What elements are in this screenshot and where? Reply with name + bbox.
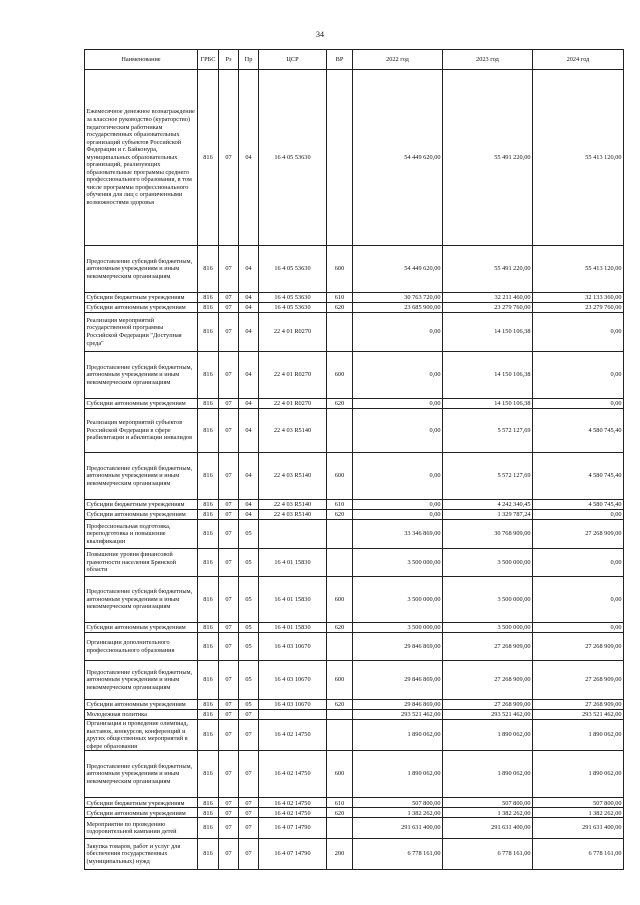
cell-rz: 07 [219, 839, 239, 870]
cell-y2023: 291 631 400,00 [443, 818, 533, 839]
cell-rz: 07 [219, 399, 239, 409]
cell-grbs: 816 [198, 633, 219, 661]
cell-csr: 16 4 03 10670 [259, 700, 327, 710]
cell-csr: 16 4 03 10670 [259, 661, 327, 700]
cell-grbs: 816 [198, 313, 219, 352]
cell-y2022: 1 382 262,00 [353, 808, 443, 818]
cell-rz: 07 [219, 549, 239, 577]
cell-name: Субсидии бюджетным учреждениям [85, 798, 198, 808]
cell-rz: 07 [219, 577, 239, 623]
cell-grbs: 816 [198, 510, 219, 520]
cell-y2022: 29 846 869,00 [353, 633, 443, 661]
cell-name: Субсидии бюджетным учреждениям [85, 293, 198, 303]
cell-csr: 16 4 02 14750 [259, 808, 327, 818]
cell-y2024: 4 580 745,40 [533, 409, 624, 453]
table-row [85, 313, 624, 352]
header-2024: 2024 год [533, 50, 624, 70]
cell-vr: 600 [327, 246, 353, 293]
cell-y2022: 0,00 [353, 510, 443, 520]
cell-name: Субсидии бюджетным учреждениям [85, 500, 198, 510]
cell-y2023: 14 150 106,38 [443, 313, 533, 352]
cell-vr: 620 [327, 399, 353, 409]
cell-pr: 07 [239, 839, 259, 870]
cell-name: Организации дополнительного профессионального образования [85, 633, 198, 661]
cell-name: Субсидии автономным учреждениям [85, 303, 198, 313]
cell-vr [327, 549, 353, 577]
cell-pr: 07 [239, 798, 259, 808]
cell-vr [327, 409, 353, 453]
cell-name: Реализация мероприятий государственной программы Российской Федерации "Доступная среда" [85, 313, 198, 352]
header-rz: Рз [219, 50, 239, 70]
header-row [85, 50, 624, 70]
cell-y2023: 5 572 127,69 [443, 453, 533, 500]
cell-vr: 620 [327, 510, 353, 520]
cell-csr: 22 4 03 R5140 [259, 510, 327, 520]
cell-y2022: 30 763 720,00 [353, 293, 443, 303]
cell-grbs: 816 [198, 720, 219, 751]
cell-pr: 05 [239, 623, 259, 633]
cell-rz: 07 [219, 710, 239, 720]
cell-y2023: 27 268 909,00 [443, 633, 533, 661]
cell-pr: 05 [239, 520, 259, 549]
cell-csr: 22 4 03 R5140 [259, 453, 327, 500]
cell-csr: 22 4 01 R0270 [259, 399, 327, 409]
cell-y2023: 14 150 106,38 [443, 352, 533, 399]
header-pr: Пр [239, 50, 259, 70]
cell-csr: 16 4 03 10670 [259, 633, 327, 661]
cell-csr: 16 4 07 14790 [259, 839, 327, 870]
cell-rz: 07 [219, 700, 239, 710]
cell-vr: 610 [327, 500, 353, 510]
cell-pr: 04 [239, 293, 259, 303]
cell-pr: 04 [239, 500, 259, 510]
cell-y2024: 0,00 [533, 623, 624, 633]
header-2023: 2023 год [443, 50, 533, 70]
cell-y2024: 0,00 [533, 399, 624, 409]
cell-y2024: 27 268 909,00 [533, 700, 624, 710]
cell-vr [327, 70, 353, 246]
cell-csr: 16 4 05 53630 [259, 303, 327, 313]
cell-y2023: 27 268 909,00 [443, 661, 533, 700]
cell-y2023: 3 500 000,00 [443, 549, 533, 577]
cell-rz: 07 [219, 352, 239, 399]
cell-rz: 07 [219, 70, 239, 246]
cell-y2023: 293 521 462,00 [443, 710, 533, 720]
cell-name: Молодежная политика [85, 710, 198, 720]
cell-y2024: 1 890 062,00 [533, 751, 624, 798]
cell-pr: 07 [239, 818, 259, 839]
cell-y2023: 1 329 787,24 [443, 510, 533, 520]
cell-csr: 16 4 05 53630 [259, 293, 327, 303]
cell-y2024: 27 268 909,00 [533, 633, 624, 661]
cell-grbs: 816 [198, 549, 219, 577]
cell-rz: 07 [219, 818, 239, 839]
cell-name: Субсидии автономным учреждениям [85, 700, 198, 710]
cell-y2022: 1 890 062,00 [353, 751, 443, 798]
cell-pr: 05 [239, 633, 259, 661]
cell-grbs: 816 [198, 246, 219, 293]
table-row [85, 520, 624, 549]
cell-pr: 04 [239, 510, 259, 520]
budget-table [84, 49, 624, 870]
cell-grbs: 816 [198, 520, 219, 549]
table-row [85, 409, 624, 453]
cell-grbs: 816 [198, 798, 219, 808]
cell-vr: 620 [327, 700, 353, 710]
cell-y2024: 1 890 062,00 [533, 720, 624, 751]
cell-csr: 16 4 07 14790 [259, 818, 327, 839]
cell-y2022: 29 846 869,00 [353, 661, 443, 700]
cell-y2023: 5 572 127,69 [443, 409, 533, 453]
table-row [85, 352, 624, 399]
cell-vr: 200 [327, 839, 353, 870]
cell-grbs: 816 [198, 700, 219, 710]
cell-grbs: 816 [198, 661, 219, 700]
cell-y2023: 14 150 106,38 [443, 399, 533, 409]
cell-y2022: 0,00 [353, 500, 443, 510]
cell-y2023: 6 778 161,00 [443, 839, 533, 870]
cell-y2023: 23 279 760,00 [443, 303, 533, 313]
cell-vr [327, 313, 353, 352]
cell-y2022: 54 449 620,00 [353, 246, 443, 293]
table-row [85, 720, 624, 751]
cell-y2022: 291 631 400,00 [353, 818, 443, 839]
cell-vr [327, 720, 353, 751]
cell-grbs: 816 [198, 623, 219, 633]
header-grbs: ГРБС [198, 50, 219, 70]
cell-y2022: 23 685 900,00 [353, 303, 443, 313]
cell-y2023: 3 500 000,00 [443, 623, 533, 633]
cell-csr: 22 4 03 R5140 [259, 409, 327, 453]
cell-grbs: 816 [198, 453, 219, 500]
cell-y2024: 293 521 462,00 [533, 710, 624, 720]
cell-rz: 07 [219, 633, 239, 661]
cell-vr: 600 [327, 577, 353, 623]
cell-y2022: 0,00 [353, 399, 443, 409]
cell-pr: 04 [239, 70, 259, 246]
cell-grbs: 816 [198, 577, 219, 623]
cell-name: Субсидии автономным учреждениям [85, 510, 198, 520]
table-row [85, 661, 624, 700]
cell-grbs: 816 [198, 839, 219, 870]
cell-csr: 22 4 01 R0270 [259, 352, 327, 399]
cell-name: Организация и проведение олимпиад, выставок, конкурсов, конференций и других общественных мероприятий в сфере образования [85, 720, 198, 751]
cell-y2024: 0,00 [533, 577, 624, 623]
cell-rz: 07 [219, 500, 239, 510]
cell-name: Повышение уровня финансовой грамотности населения Брянской области [85, 549, 198, 577]
cell-grbs: 816 [198, 818, 219, 839]
cell-y2023: 4 242 340,45 [443, 500, 533, 510]
table-row [85, 751, 624, 798]
cell-y2022: 3 500 000,00 [353, 577, 443, 623]
cell-rz: 07 [219, 303, 239, 313]
cell-y2023: 55 491 220,00 [443, 246, 533, 293]
cell-y2022: 3 500 000,00 [353, 549, 443, 577]
cell-y2024: 27 268 909,00 [533, 661, 624, 700]
cell-y2022: 507 800,00 [353, 798, 443, 808]
cell-csr: 22 4 01 R0270 [259, 313, 327, 352]
cell-vr: 610 [327, 798, 353, 808]
cell-csr: 16 4 02 14750 [259, 720, 327, 751]
table-row [85, 633, 624, 661]
header-vr: ВР [327, 50, 353, 70]
cell-rz: 07 [219, 661, 239, 700]
cell-vr [327, 710, 353, 720]
cell-pr: 04 [239, 303, 259, 313]
cell-grbs: 816 [198, 352, 219, 399]
cell-y2024: 4 580 745,40 [533, 453, 624, 500]
cell-y2022: 293 521 462,00 [353, 710, 443, 720]
cell-vr [327, 633, 353, 661]
cell-rz: 07 [219, 313, 239, 352]
cell-csr: 16 4 02 14750 [259, 751, 327, 798]
cell-pr: 07 [239, 710, 259, 720]
cell-name: Профессиональная подготовка, переподготовка и повышение квалификации [85, 520, 198, 549]
cell-csr: 16 4 01 15830 [259, 577, 327, 623]
cell-pr: 05 [239, 661, 259, 700]
cell-csr [259, 520, 327, 549]
cell-name: Предоставление субсидий бюджетным, автономным учреждениям и иным некоммерческим организациям [85, 751, 198, 798]
cell-vr: 620 [327, 623, 353, 633]
table-row [85, 700, 624, 710]
table-row [85, 293, 624, 303]
cell-y2024: 0,00 [533, 510, 624, 520]
cell-pr: 04 [239, 313, 259, 352]
cell-name: Предоставление субсидий бюджетным, автономным учреждениям и иным некоммерческим организациям [85, 661, 198, 700]
cell-vr: 620 [327, 303, 353, 313]
cell-y2024: 55 413 120,00 [533, 246, 624, 293]
cell-name: Предоставление субсидий бюджетным, автономным учреждениям и иным некоммерческим организациям [85, 352, 198, 399]
cell-name: Субсидии автономным учреждениям [85, 399, 198, 409]
cell-rz: 07 [219, 293, 239, 303]
table-row [85, 303, 624, 313]
cell-y2022: 1 890 062,00 [353, 720, 443, 751]
cell-rz: 07 [219, 623, 239, 633]
cell-name: Предоставление субсидий бюджетным, автономным учреждениям и иным некоммерческим организациям [85, 453, 198, 500]
table-row [85, 70, 624, 246]
cell-grbs: 816 [198, 808, 219, 818]
cell-y2022: 0,00 [353, 409, 443, 453]
cell-grbs: 816 [198, 751, 219, 798]
table-row [85, 808, 624, 818]
table-row [85, 818, 624, 839]
cell-y2022: 29 846 869,00 [353, 700, 443, 710]
table-row [85, 710, 624, 720]
cell-y2024: 55 413 120,00 [533, 70, 624, 246]
cell-vr [327, 520, 353, 549]
table-row [85, 623, 624, 633]
cell-y2023: 55 491 220,00 [443, 70, 533, 246]
cell-csr: 22 4 03 R5140 [259, 500, 327, 510]
cell-pr: 04 [239, 409, 259, 453]
cell-pr: 05 [239, 577, 259, 623]
cell-y2022: 0,00 [353, 313, 443, 352]
cell-name: Субсидии автономным учреждениям [85, 808, 198, 818]
table-row [85, 399, 624, 409]
cell-y2022: 33 346 869,00 [353, 520, 443, 549]
cell-pr: 04 [239, 453, 259, 500]
cell-y2023: 27 268 909,00 [443, 700, 533, 710]
cell-name: Мероприятия по проведению оздоровительной кампании детей [85, 818, 198, 839]
cell-grbs: 816 [198, 710, 219, 720]
table-row [85, 577, 624, 623]
cell-csr: 16 4 05 53630 [259, 70, 327, 246]
cell-grbs: 816 [198, 500, 219, 510]
cell-pr: 05 [239, 549, 259, 577]
cell-grbs: 816 [198, 293, 219, 303]
cell-y2024: 6 778 161,00 [533, 839, 624, 870]
table-row [85, 510, 624, 520]
cell-y2023: 3 500 000,00 [443, 577, 533, 623]
cell-vr: 610 [327, 293, 353, 303]
cell-grbs: 816 [198, 409, 219, 453]
cell-pr: 07 [239, 720, 259, 751]
cell-y2022: 0,00 [353, 352, 443, 399]
table-row [85, 453, 624, 500]
cell-rz: 07 [219, 798, 239, 808]
cell-pr: 05 [239, 700, 259, 710]
cell-csr: 16 4 05 53630 [259, 246, 327, 293]
cell-y2024: 0,00 [533, 549, 624, 577]
cell-pr: 07 [239, 751, 259, 798]
cell-y2023: 1 382 262,00 [443, 808, 533, 818]
cell-y2023: 507 800,00 [443, 798, 533, 808]
header-2022: 2022 год [353, 50, 443, 70]
cell-y2022: 0,00 [353, 453, 443, 500]
cell-y2022: 6 778 161,00 [353, 839, 443, 870]
page-number: 34 [316, 30, 324, 39]
header-name: Наименование [85, 50, 198, 70]
cell-rz: 07 [219, 246, 239, 293]
cell-y2023: 1 890 062,00 [443, 751, 533, 798]
cell-y2024: 23 279 760,00 [533, 303, 624, 313]
cell-vr: 600 [327, 661, 353, 700]
cell-y2024: 27 268 909,00 [533, 520, 624, 549]
cell-name: Ежемесячное денежное вознаграждение за классное руководство (кураторство) педагогическим работникам государственных образовательных организаций субъектов Российской Федерации и г. Байконура, муниципальных образовательных организаций, реализующих образовательные программы среднего профессионального образования, в том числе программы профессионального обучения для лиц с ограниченными возможностями здоровья [85, 70, 198, 246]
cell-y2022: 3 500 000,00 [353, 623, 443, 633]
cell-rz: 07 [219, 520, 239, 549]
header-csr: ЦСР [259, 50, 327, 70]
cell-y2024: 4 580 745,40 [533, 500, 624, 510]
cell-y2024: 0,00 [533, 313, 624, 352]
cell-vr [327, 818, 353, 839]
cell-rz: 07 [219, 720, 239, 751]
cell-vr: 620 [327, 808, 353, 818]
cell-y2024: 1 382 262,00 [533, 808, 624, 818]
table-row [85, 500, 624, 510]
cell-grbs: 816 [198, 303, 219, 313]
cell-rz: 07 [219, 409, 239, 453]
cell-rz: 07 [219, 510, 239, 520]
cell-csr [259, 710, 327, 720]
cell-y2023: 30 768 909,00 [443, 520, 533, 549]
table-row [85, 839, 624, 870]
cell-rz: 07 [219, 453, 239, 500]
cell-grbs: 816 [198, 399, 219, 409]
cell-pr: 04 [239, 399, 259, 409]
cell-y2024: 507 800,00 [533, 798, 624, 808]
cell-y2024: 0,00 [533, 352, 624, 399]
table-row [85, 549, 624, 577]
cell-name: Реализация мероприятий субъектов Российской Федерации в сфере реабилитации и абилитации инвалидов [85, 409, 198, 453]
cell-csr: 16 4 02 14750 [259, 798, 327, 808]
table-body [85, 70, 624, 870]
cell-csr: 16 4 01 15830 [259, 623, 327, 633]
cell-pr: 04 [239, 352, 259, 399]
cell-y2024: 291 631 400,00 [533, 818, 624, 839]
cell-name: Предоставление субсидий бюджетным, автономным учреждениям и иным некоммерческим организациям [85, 246, 198, 293]
cell-grbs: 816 [198, 70, 219, 246]
cell-pr: 07 [239, 808, 259, 818]
table-row [85, 246, 624, 293]
cell-y2023: 32 211 460,00 [443, 293, 533, 303]
cell-name: Субсидии автономным учреждениям [85, 623, 198, 633]
cell-y2023: 1 890 062,00 [443, 720, 533, 751]
cell-y2022: 54 449 620,00 [353, 70, 443, 246]
cell-rz: 07 [219, 751, 239, 798]
cell-y2024: 32 133 360,00 [533, 293, 624, 303]
cell-pr: 04 [239, 246, 259, 293]
table-row [85, 798, 624, 808]
cell-vr: 600 [327, 453, 353, 500]
cell-csr: 16 4 01 15830 [259, 549, 327, 577]
cell-rz: 07 [219, 808, 239, 818]
cell-name: Предоставление субсидий бюджетным, автономным учреждениям и иным некоммерческим организациям [85, 577, 198, 623]
cell-vr: 600 [327, 352, 353, 399]
cell-vr: 600 [327, 751, 353, 798]
cell-name: Закупка товаров, работ и услуг для обеспечения государственных (муниципальных) нужд [85, 839, 198, 870]
